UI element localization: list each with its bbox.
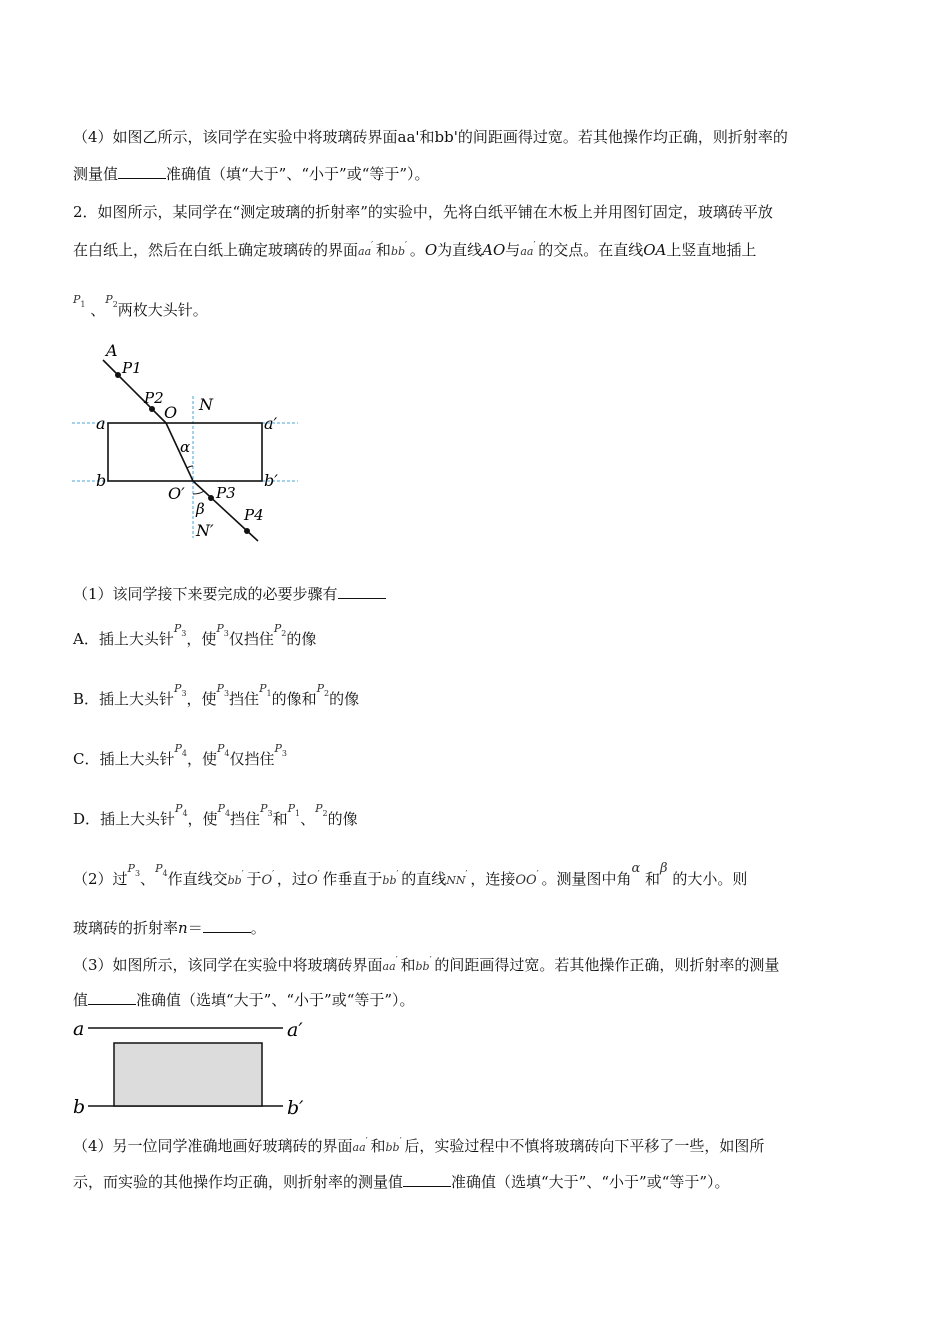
pin-p4	[244, 528, 250, 534]
symbol-p4	[175, 799, 188, 820]
q2-part4-line1	[73, 1136, 764, 1158]
symbol-aa-prime	[383, 957, 396, 977]
sym-base: P	[217, 742, 225, 755]
text: 于	[246, 870, 262, 888]
text: 。测量图中角	[541, 870, 632, 888]
sym-prime: ′	[395, 956, 398, 966]
text: C．插上大头针	[73, 750, 175, 768]
q2-part2-line1	[73, 861, 748, 892]
text: ，连接	[470, 870, 516, 888]
symbol-p3	[216, 619, 229, 640]
sym-sub: 3	[134, 869, 141, 878]
symbol-p2	[315, 799, 328, 820]
sym-sub: 3	[223, 689, 230, 698]
text: ＝	[187, 919, 203, 937]
pin-p1	[115, 372, 121, 378]
sym-base: P	[260, 802, 268, 815]
symbol-p4	[174, 739, 187, 760]
symbol-oo-prime	[515, 870, 539, 891]
q2-part4-line2	[73, 1172, 730, 1192]
sym-sub: 1	[80, 300, 86, 309]
text: 的像	[286, 630, 317, 648]
option-D[interactable]	[73, 802, 358, 832]
label-P2: P2	[144, 389, 164, 407]
symbol-p3	[174, 619, 187, 640]
label-N: N	[199, 395, 213, 414]
sym-base: P	[174, 742, 182, 755]
symbol-p1	[259, 679, 272, 700]
label-alpha: α	[180, 438, 191, 456]
label-N-prime: N′	[196, 521, 214, 540]
sym-sub: 1	[294, 809, 301, 818]
refraction-diagram	[60, 338, 310, 548]
angle-beta-arc	[193, 491, 204, 494]
sym-sub: 4	[224, 809, 231, 818]
symbol-p4	[218, 799, 231, 820]
text: 准确值（选填“大于”、“小于”或“等于”）。	[136, 991, 415, 1009]
text: （1）该同学接下来要完成的必要步骤有	[73, 585, 338, 603]
answer-blank[interactable]	[88, 990, 136, 1005]
label-A: A	[106, 341, 118, 360]
q2-part2-line2	[73, 918, 266, 938]
sym-base: bb	[382, 874, 397, 887]
text: 的直线	[401, 870, 447, 888]
sym-prime: ′	[405, 241, 408, 251]
sym-prime: ′	[429, 956, 432, 966]
text: 的交点。在直线	[538, 241, 644, 259]
text: （4）另一位同学准确地画好玻璃砖的界面	[73, 1137, 353, 1155]
sym-prime: ′	[465, 870, 468, 880]
symbol-bb-prime	[385, 1137, 402, 1158]
sym-base: P	[127, 862, 135, 875]
text: ，使	[186, 690, 217, 708]
sym-base: P	[274, 742, 282, 755]
sym-prime: ′	[396, 870, 399, 880]
sym-base: P	[216, 682, 224, 695]
answer-blank[interactable]	[118, 164, 166, 179]
text: ，过	[276, 870, 307, 888]
sym-base: bb	[227, 874, 242, 887]
text: 的像	[329, 690, 360, 708]
sym-base: P	[287, 802, 295, 815]
q2-intro-line3	[73, 293, 208, 323]
sym-sub: 4	[162, 869, 168, 878]
sym-sub: 2	[281, 629, 287, 638]
sym-base: OO	[515, 873, 537, 888]
label-b: b	[73, 1096, 86, 1118]
symbol-p3	[275, 739, 288, 760]
option-C[interactable]	[73, 742, 288, 772]
symbol-bb-prime	[228, 871, 242, 891]
sym-base: NN	[446, 874, 466, 887]
text: D．插上大头针	[73, 810, 176, 828]
label-O: O	[164, 403, 178, 422]
sym-base: bb	[415, 960, 430, 973]
text: 仅挡住	[228, 630, 274, 648]
text: 、	[300, 810, 316, 828]
sym-base: P	[273, 622, 282, 635]
text: 为直线	[437, 241, 483, 259]
q2-intro-line1	[73, 202, 773, 222]
sym-prime: ′	[365, 1137, 368, 1147]
text: 值	[73, 991, 89, 1009]
text: 两枚大头针。	[117, 301, 208, 319]
label-b: b	[96, 471, 107, 490]
interface-diagram	[70, 1015, 320, 1125]
text: 和	[400, 956, 416, 974]
q2-intro-text: 2．如图所示，某同学在“测定玻璃的折射率”的实验中，先将白纸平铺在木板上并用图钉固定，玻璃砖平放	[73, 203, 773, 221]
text: 和	[370, 1137, 386, 1155]
symbol-nn-prime	[446, 870, 468, 891]
sym-prime: ′	[399, 1137, 402, 1147]
text: B．插上大头针	[73, 690, 175, 708]
label-O-prime: O′	[168, 484, 185, 503]
sym-base: aa	[382, 960, 396, 973]
label-b-prime: b′	[264, 471, 278, 490]
sym-prime: ′	[533, 241, 536, 251]
symbol-beta: β	[660, 861, 668, 876]
q2-intro-line2	[73, 240, 756, 262]
sym-sub: 2	[322, 809, 328, 818]
symbol-bb-prime	[415, 956, 432, 977]
q1-part4-text: （4）如图乙所示，该同学在实验中将玻璃砖界面aa'和bb'的间距画得过宽。若其他操作均正确，则折射率的	[73, 128, 788, 146]
symbol-p2	[317, 679, 330, 700]
text: ，使	[186, 750, 217, 768]
q1-part4-line1	[73, 127, 788, 147]
symbol-o-prime	[307, 871, 318, 891]
sym-base: P	[155, 862, 163, 875]
symbol-p2	[274, 619, 287, 640]
symbol-bb-prime	[382, 870, 399, 891]
symbol-alpha: α	[631, 861, 641, 876]
text: 的像	[327, 810, 358, 828]
text: 玻璃砖的折射率	[73, 919, 179, 937]
sym-sub: 2	[323, 689, 330, 698]
sym-sub: 3	[281, 749, 288, 758]
label-b-prime: b′	[287, 1097, 304, 1119]
sym-prime: ′	[241, 870, 244, 880]
sym-base: P	[105, 293, 113, 306]
q1-part4-line2	[73, 164, 430, 184]
sym-sub: 3	[223, 629, 229, 638]
text: 和	[645, 870, 661, 888]
label-a: a	[73, 1018, 85, 1040]
text: （3）如图所示，该同学在实验中将玻璃砖界面	[73, 956, 383, 974]
sym-sub: 3	[267, 809, 273, 818]
label-a-prime: a′	[264, 414, 278, 433]
sym-sub: 4	[181, 749, 187, 758]
sym-sub: 2	[112, 300, 118, 309]
text: 后，实验过程中不慎将玻璃砖向下平移了一些，如图所	[404, 1137, 765, 1155]
text: 的大小。则	[672, 870, 748, 888]
text: 作垂直于	[322, 870, 383, 888]
symbol-aa-prime	[358, 241, 374, 262]
text: A．插上大头针	[73, 630, 174, 648]
option-B[interactable]	[73, 682, 360, 712]
text: 挡住	[229, 690, 260, 708]
angle-alpha-arc	[187, 466, 193, 468]
answer-blank[interactable]	[338, 584, 386, 599]
text: （2）过	[73, 870, 128, 888]
answer-blank[interactable]	[203, 918, 251, 933]
text: ，使	[187, 810, 218, 828]
label-a: a	[96, 414, 106, 433]
q2-part3-line2	[73, 990, 415, 1010]
q1-part4-text-a: 测量值	[73, 165, 119, 183]
text: 作直线交	[167, 870, 228, 888]
text: 挡住	[230, 810, 261, 828]
sym-base: P	[175, 802, 183, 815]
sym-base: aa	[358, 245, 372, 258]
text: 准确值（选填“大于”、“小于”或“等于”）。	[451, 1173, 730, 1191]
sym-base: P	[217, 802, 225, 815]
text: 示，而实验的其他操作均正确，则折射率的测量值	[73, 1173, 404, 1191]
text: 。	[409, 241, 425, 259]
label-a-prime: a′	[287, 1019, 303, 1041]
label-beta: β	[196, 500, 205, 518]
text: ，使	[186, 630, 217, 648]
symbol-p1	[73, 290, 86, 311]
text: OA	[643, 241, 667, 259]
sym-base: bb	[390, 245, 406, 258]
label-P4: P4	[244, 506, 264, 524]
symbol-bb-prime	[390, 241, 408, 262]
text: AO	[482, 241, 506, 259]
sym-sub: 4	[224, 749, 230, 758]
sym-base: P	[73, 293, 81, 306]
q2-part3-line1	[73, 955, 779, 977]
text: 和	[375, 241, 391, 259]
text: 、	[90, 301, 106, 319]
text: n	[178, 919, 188, 937]
symbol-p1	[288, 799, 301, 820]
text: 的间距画得过宽。若其他操作正确，则折射率的测量	[434, 956, 780, 974]
text: 和	[272, 810, 288, 828]
text: 仅挡住	[229, 750, 275, 768]
symbol-aa-prime	[353, 1138, 366, 1158]
text: O	[424, 241, 438, 259]
q2-part1-stem	[73, 584, 386, 604]
symbol-p4	[155, 859, 168, 880]
option-A[interactable]	[73, 622, 317, 652]
sym-base: P	[173, 622, 182, 635]
sym-sub: 3	[181, 629, 187, 638]
symbol-p4	[217, 739, 230, 760]
glass-block	[114, 1043, 262, 1106]
symbol-p3	[260, 799, 273, 820]
text: 在白纸上，然后在白纸上确定玻璃砖的界面	[73, 241, 359, 259]
sym-base: aa	[520, 245, 534, 258]
sym-base: bb	[385, 1141, 400, 1154]
text: 的像和	[271, 690, 317, 708]
sym-prime: ′	[536, 870, 539, 880]
symbol-p3	[174, 679, 187, 700]
answer-blank[interactable]	[403, 1172, 451, 1187]
q1-part4-text-b: 准确值（填“大于”、“小于”或“等于”）。	[166, 165, 430, 183]
symbol-o-prime	[261, 870, 275, 891]
sym-base: P	[174, 682, 182, 695]
sym-base: P	[216, 622, 224, 635]
text: 。	[250, 919, 266, 937]
label-P3: P3	[216, 484, 236, 502]
pin-p3	[208, 495, 214, 501]
symbol-p3	[128, 859, 141, 880]
symbol-p2	[105, 290, 118, 311]
text: 与	[505, 241, 521, 259]
text: 上竖直地插上	[666, 241, 757, 259]
sym-base: P	[316, 682, 324, 695]
label-P1: P1	[122, 359, 142, 377]
sym-prime: ′	[371, 241, 374, 251]
sym-prime: ′	[317, 870, 320, 880]
sym-base: P	[259, 682, 267, 695]
sym-sub: 3	[181, 689, 187, 698]
sym-base: P	[315, 802, 323, 815]
sym-base: aa	[352, 1141, 366, 1154]
symbol-aa-prime	[520, 241, 536, 262]
sym-base: O	[261, 873, 273, 888]
sym-sub: 1	[266, 689, 272, 698]
sym-base: O	[306, 873, 318, 888]
text: 、	[140, 870, 156, 888]
sym-prime: ′	[272, 870, 275, 880]
symbol-p3	[217, 679, 230, 700]
sym-sub: 4	[182, 809, 188, 818]
